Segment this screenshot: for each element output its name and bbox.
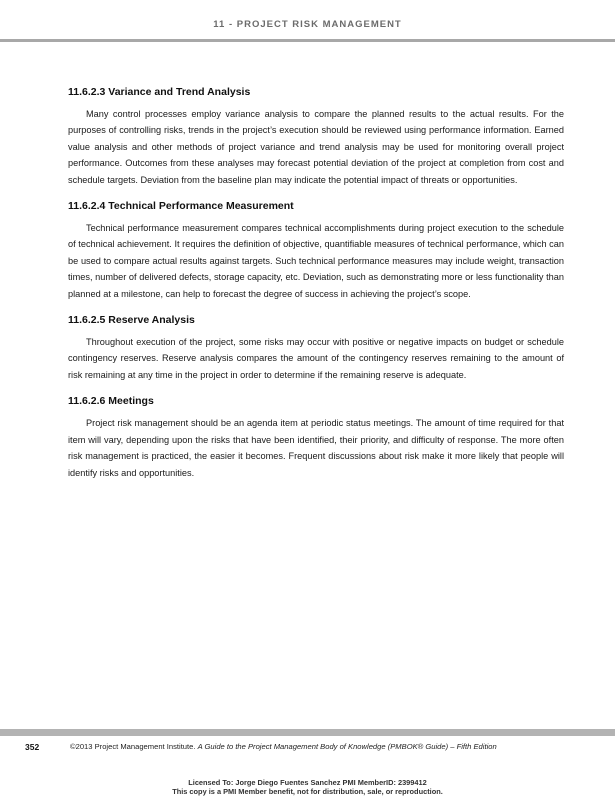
chapter-title: 11 - PROJECT RISK MANAGEMENT	[213, 19, 402, 30]
section-variance-trend-analysis	[68, 86, 564, 188]
section-paragraph: Throughout execution of the project, some risks may occur with positive or negative impacts on budget or schedule contingency reserves. Reserve analysis compares the amount of the contingency reserves remaining to the amount of risk remaining at any time in the project in order to determine if the remaining reserve is adequate.	[68, 337, 564, 380]
section-paragraph: Many control processes employ variance analysis to compare the planned results to the actual results. For the purposes of controlling risks, trends in the project’s execution should be reviewed using performance information. Earned value analysis and other methods of project variance and trend analysis may be used for monitoring overall project performance. Outcomes from these analyses may forecast potential deviation of the project at completion from cost and schedule targets. Deviation from the baseline plan may indicate the potential impact of threats or opportunities.	[68, 109, 564, 185]
header-rule	[0, 39, 615, 42]
license-line-1: Licensed To: Jorge Diego Fuentes Sanchez PMI MemberID: 2399412	[188, 778, 427, 787]
section-meetings	[68, 395, 564, 481]
footer-rule	[0, 729, 615, 736]
license-notice	[0, 779, 615, 796]
book-title: A Guide to the Project Management Body of Knowledge (PMBOK® Guide) – Fifth Edition	[197, 742, 497, 751]
section-heading: 11.6.2.4 Technical Performance Measurement	[68, 200, 294, 213]
section-heading: 11.6.2.5 Reserve Analysis	[68, 314, 195, 327]
section-technical-performance-measurement	[68, 200, 564, 302]
section-heading: 11.6.2.3 Variance and Trend Analysis	[68, 86, 251, 98]
page-header	[0, 0, 615, 44]
section-reserve-analysis	[68, 314, 564, 383]
section-paragraph: Project risk management should be an agenda item at periodic status meetings. The amount of time required for that item will vary, depending upon the risks that have been identified, their priority, and difficulty of response. The more often risk management is practiced, the easier it becomes. Frequent discussions about risk make it more likely that people will identify risks and opportunities.	[68, 418, 564, 478]
license-line-2: This copy is a PMI Member benefit, not for distribution, sale, or reproduction.	[172, 786, 443, 796]
footer-citation	[70, 742, 497, 751]
page-content	[68, 86, 564, 493]
page-number: 352	[25, 742, 40, 752]
copyright-text: ©2013 Project Management Institute.	[70, 742, 196, 751]
section-heading: 11.6.2.6 Meetings	[68, 395, 154, 408]
section-paragraph: Technical performance measurement compares technical accomplishments during project execution to the schedule of technical achievement. It requires the definition of objective, quantifiable measures of technical performance, which can be used to compare actual results against targets. Such technical performance measures may include weight, transaction times, number of delivered defects, storage capacity, etc. Deviation, such as demonstrating more or less functionality than planned at a milestone, can help to forecast the degree of success in achieving the project’s scope.	[68, 223, 564, 299]
